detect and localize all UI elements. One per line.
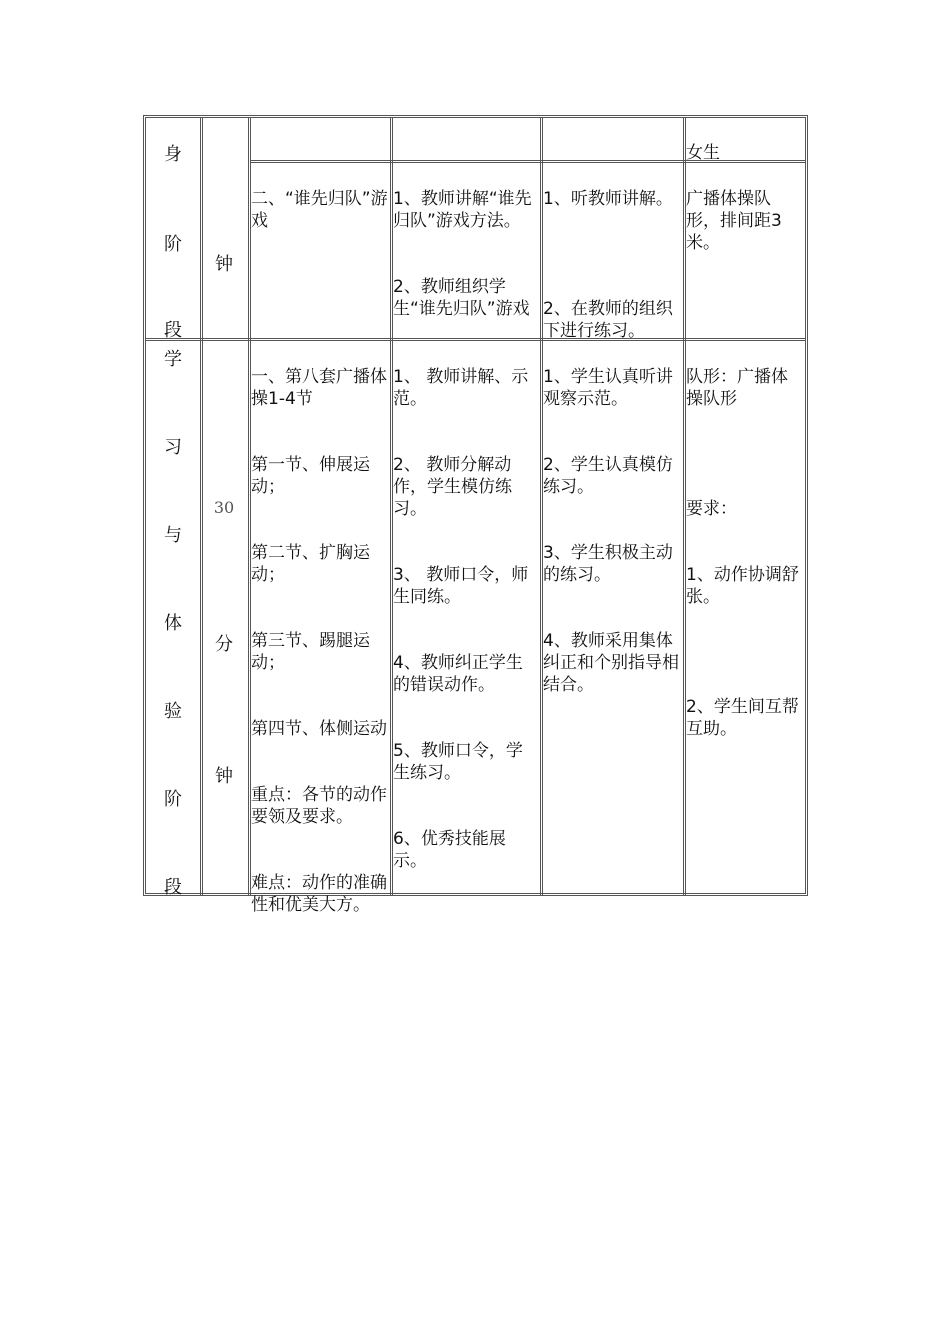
- stage-label-1: 身 阶 段: [164, 144, 182, 341]
- content-cell-2: 一、第八套广播体操1-4节 第一节、伸展运动； 第二节、扩胸运动； 第三节、踢腿运动； 第四节、体侧运动 重点：各节的动作要领及要求。 难点：动作的准确性和优美大方。: [251, 367, 387, 915]
- student-cell-2: 1、学生认真听讲观察示范。 2、学生认真模仿练习。 3、学生积极主动的练习。 4、教师采用集体纠正和个别指导相结合。: [543, 367, 679, 695]
- teacher-cell-2: 1、 教师讲解、示范。 2、 教师分解动作，学生模仿练习。 3、 教师口令，师生同练。 4、教师纠正学生的错误动作。 5、教师口令，学生练习。 6、优秀技能展示。: [393, 367, 529, 871]
- org-cell-2: 队形：广播体操队形 要求： 1、动作协调舒张。 2、学生间互帮互助。: [686, 367, 799, 739]
- student-cell-1: 1、听教师讲解。 2、在教师的组织下进行练习。: [543, 189, 673, 341]
- teacher-cell-1: 1、教师讲解“谁先归队”游戏方法。 2、教师组织学生“谁先归队”游戏: [393, 189, 532, 319]
- org-cell-1: 广播体操队形，排间距3米。: [686, 189, 782, 253]
- stage-label-2: 学 习 与 体 验 阶 段: [164, 349, 182, 898]
- head-cell-4: 女生: [686, 143, 720, 163]
- content-cell-1: 二、“谁先归队”游戏: [251, 189, 388, 231]
- time-label-2: 30 分 钟: [213, 498, 235, 787]
